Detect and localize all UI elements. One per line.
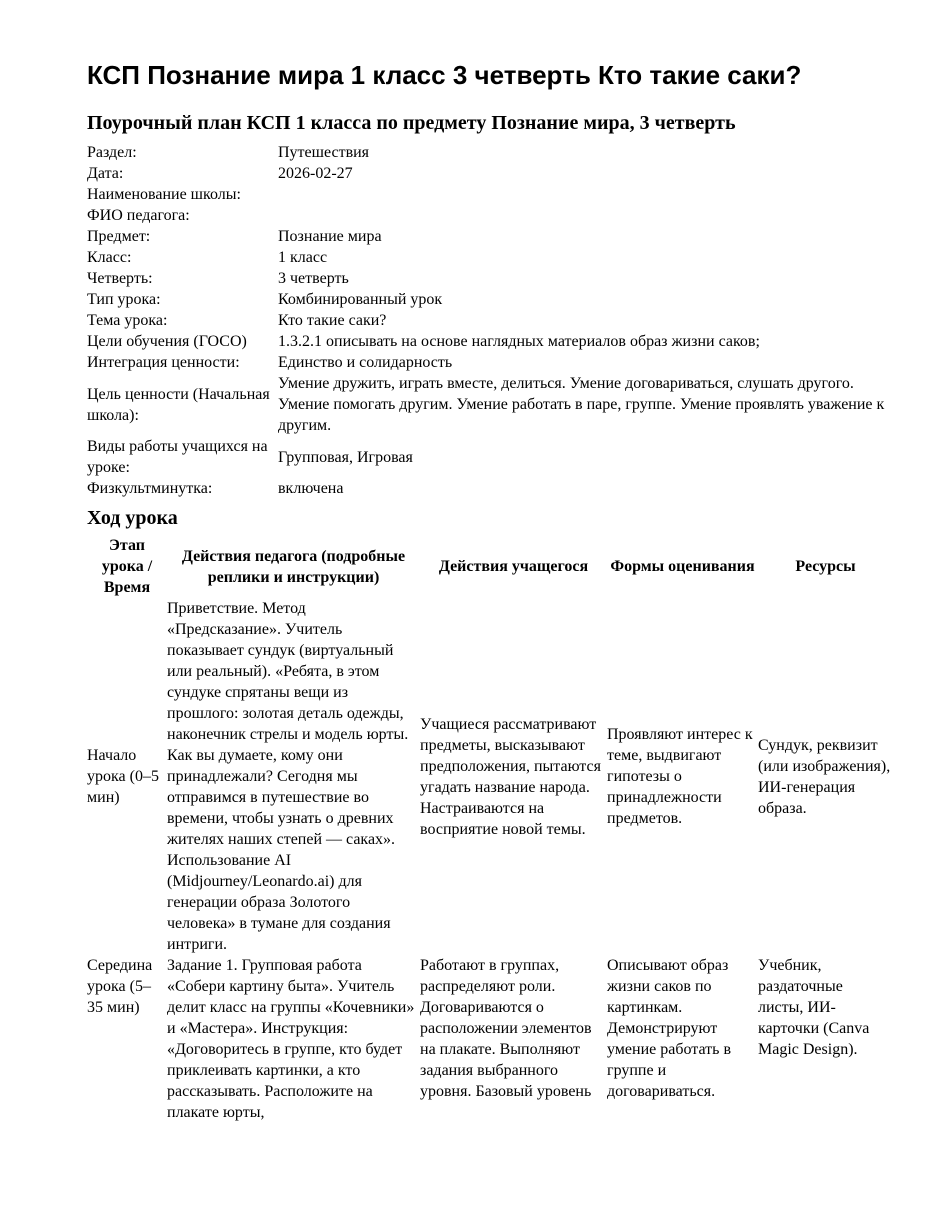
cell-assessment: Проявляют интерес к теме, выдвигают гипотезы о принадлежности предметов. <box>607 726 753 827</box>
meta-row <box>87 310 887 331</box>
cell-teacher: Приветствие. Метод «Предсказание». Учитель показывает сундук (виртуальный или реальный). «Ребята, в этом сундуке спрятаны вещи из прошлого: золотая деталь одежды, наконечник стрелы и модель юрты. Как вы думаете, кому они принадлежали? Сегодня мы отправимся в путешествие во времени, чтобы узнать о древних жителях наших степей — саках». Использование AI (Midjourney/Leonardo.ai) для генерации образа Золотого человека» в тумане для создания интриги. <box>167 600 409 953</box>
meta-key: Предмет: <box>87 228 151 245</box>
meta-row <box>87 352 887 373</box>
cell-assessment: Описывают образ жизни саков по картинкам. Демонстрируют умение работать в группе и договариваться. <box>607 957 731 1100</box>
meta-row <box>87 205 887 226</box>
lesson-meta-table <box>87 142 887 499</box>
meta-key: Раздел: <box>87 144 137 161</box>
table-row <box>87 598 893 955</box>
meta-value: 2026-02-27 <box>278 165 353 182</box>
meta-row <box>87 436 887 478</box>
meta-value: включена <box>278 480 344 497</box>
meta-row <box>87 226 887 247</box>
meta-key: ФИО педагога: <box>87 207 190 224</box>
meta-value: 1 класс <box>278 249 328 266</box>
cell-student: Работают в группах, распределяют роли. Договариваются о расположении элементов на плакате. Выполняют задания выбранного уровня. Базовый уровень <box>420 957 592 1100</box>
lesson-plan-table <box>87 535 893 1123</box>
page-title: КСП Познание мира 1 класс 3 четверть Кто такие саки? <box>87 60 802 90</box>
meta-value: Путешествия <box>278 144 370 161</box>
cell-resources: Учебник, раздаточные листы, ИИ-карточки (Canva Magic Design). <box>758 957 870 1058</box>
meta-value: 3 четверть <box>278 270 349 287</box>
cell-stage: Середина урока (5–35 мин) <box>87 957 153 1016</box>
meta-value: Умение дружить, играть вместе, делиться. Умение договариваться, слушать другого. Умение помогать другим. Умение работать в паре, группе. Умение проявлять уважение к другим. <box>278 375 885 434</box>
meta-row <box>87 163 887 184</box>
meta-key: Физкультминутка: <box>87 480 213 497</box>
meta-row <box>87 247 887 268</box>
header-stage: Этап урока / Время <box>101 537 153 596</box>
meta-row <box>87 373 887 436</box>
meta-row <box>87 184 887 205</box>
meta-row <box>87 478 887 499</box>
meta-value: 1.3.2.1 описывать на основе наглядных материалов образ жизни саков; <box>278 333 760 350</box>
meta-value <box>278 184 887 205</box>
header-teacher: Действия педагога (подробные реплики и инструкции) <box>181 547 406 586</box>
meta-value: Кто такие саки? <box>278 312 387 329</box>
cell-resources: Сундук, реквизит (или изображения), ИИ-генерация образа. <box>758 736 891 817</box>
meta-row <box>87 331 887 352</box>
meta-value: Групповая, Игровая <box>278 448 413 466</box>
meta-value: Познание мира <box>278 228 382 245</box>
meta-row <box>87 289 887 310</box>
page-subtitle: Поурочный план КСП 1 класса по предмету Познание мира, 3 четверть <box>87 112 736 134</box>
cell-student: Учащиеся рассматривают предметы, высказывают предположения, пытаются угадать название народа. Настраиваются на восприятие новой темы. <box>420 715 601 838</box>
meta-key: Тип урока: <box>87 291 161 308</box>
header-assessment: Формы оценивания <box>610 558 755 575</box>
meta-value <box>278 205 887 226</box>
table-row <box>87 955 893 1123</box>
section-heading: Ход урока <box>87 507 178 529</box>
meta-key: Четверть: <box>87 270 153 287</box>
meta-key: Тема урока: <box>87 312 168 329</box>
plan-header-row <box>87 535 893 598</box>
cell-teacher: Задание 1. Групповая работа «Собери картину быта». Учитель делит класс на группы «Кочевники» и «Мастера». Инструкция: «Договоритесь в группе, кто будет приклеивать картинки, а кто рассказывать. Расположите на плакате юрты, <box>167 957 415 1121</box>
document-page <box>87 58 891 1123</box>
meta-key: Класс: <box>87 249 132 266</box>
meta-key: Цели обучения (ГОСО) <box>87 333 247 350</box>
meta-key: Дата: <box>87 165 124 182</box>
header-resources: Ресурсы <box>795 558 856 575</box>
meta-value: Единство и солидарность <box>278 354 453 371</box>
meta-row <box>87 142 887 163</box>
meta-row <box>87 268 887 289</box>
cell-stage: Начало урока (0–5 мин) <box>87 747 159 806</box>
header-student: Действия учащегося <box>438 558 589 575</box>
meta-key: Наименование школы: <box>87 186 241 203</box>
meta-key: Интеграция ценности: <box>87 354 240 371</box>
meta-value: Комбинированный урок <box>278 291 443 308</box>
meta-key: Цель ценности (Начальная школа): <box>87 385 270 424</box>
meta-key: Виды работы учащихся на уроке: <box>87 438 268 476</box>
